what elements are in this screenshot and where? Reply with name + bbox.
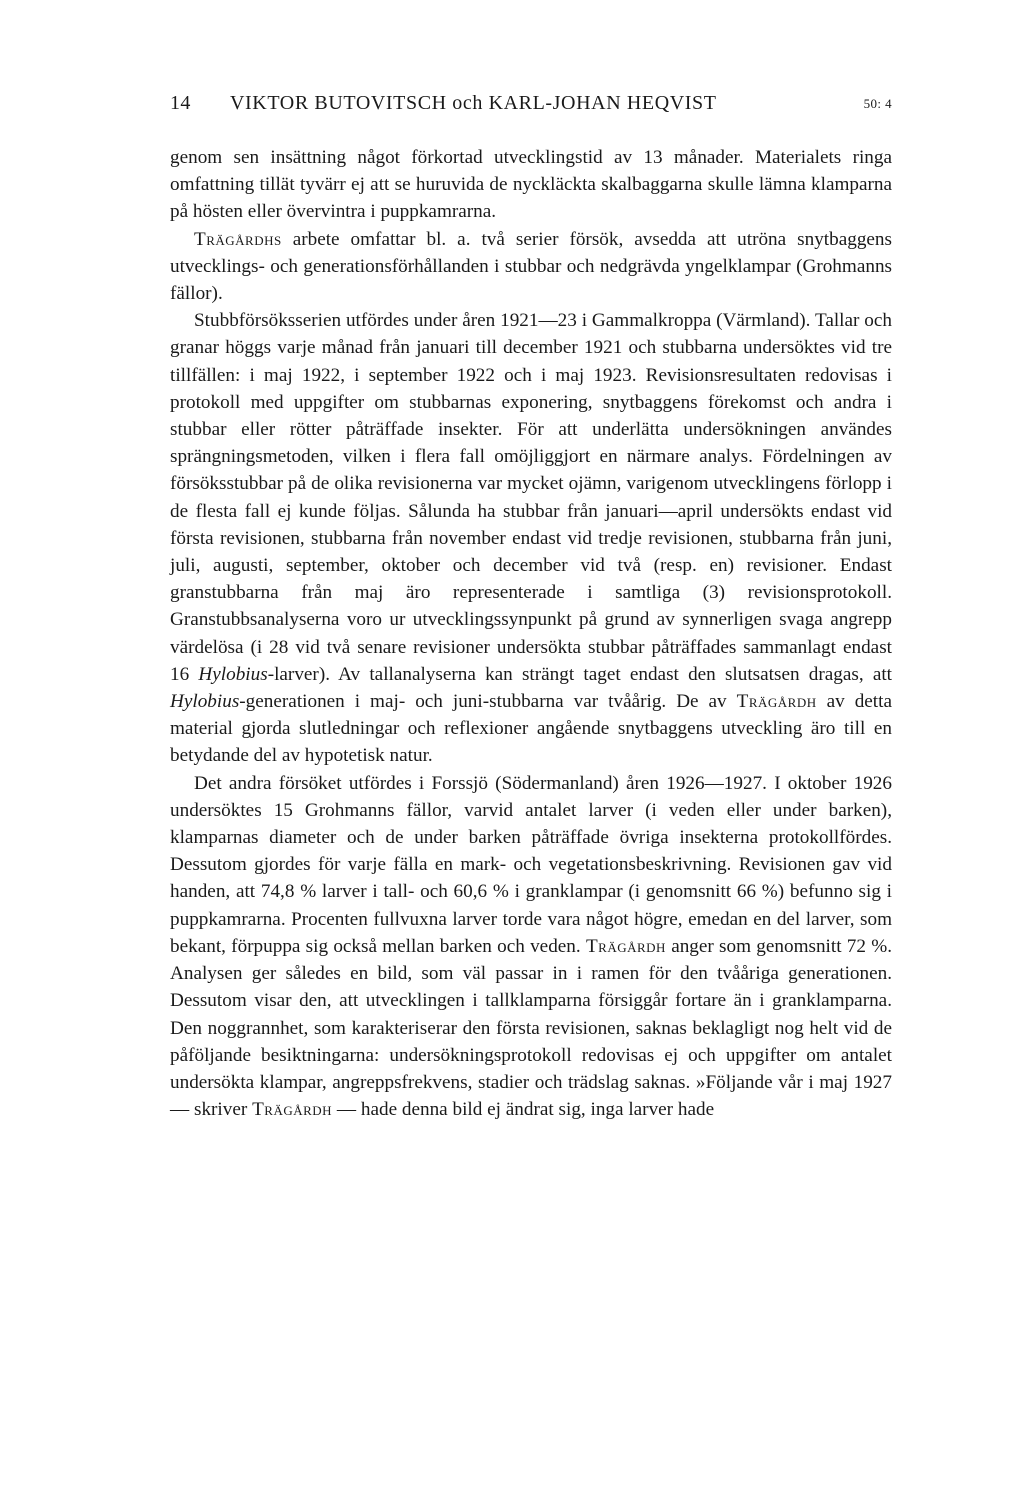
text-run: av detta material gjorda slutledningar och reflexioner angående snytbaggens utveckling äro till en betydande del av hypotetisk natur.: [170, 691, 892, 767]
page-number: 14: [170, 92, 191, 114]
running-head-authors: VIKTOR BUTOVITSCH och KARL-JOHAN HEQVIST: [230, 92, 717, 114]
genus-name-italic: Hylobius: [198, 663, 268, 685]
body-text: [170, 144, 892, 1123]
text-run: arbete omfattar bl. a. två serier försök, avsedda att utröna snytbaggens utvecklings- och generationsförhållanden i stubbar och nedgrävda yngelklampar (Grohmanns fällor).: [170, 228, 892, 305]
page: [170, 92, 892, 1123]
text-run: anger som genomsnitt 72 %. Analysen ger således en bild, som väl passar in i ramen för den tvååriga generationen. Dessutom visar den, att utvecklingen i tallklamparna försiggår fortare än i granklamparna. Den noggrannhet, som karakteriserar den första revisionen, saknas beklagligt nog helt vid de påföljande besiktningarna: undersökningsprotokoll redovisas ej och uppgifter om antalet undersökta klampar, angreppsfrekvens, stadier och trädslag saknas. »Följande vår i maj 1927 — skriver: [170, 935, 892, 1121]
paragraph: [170, 770, 892, 1124]
volume-number: 50: 4: [863, 96, 892, 111]
author-name-smallcaps: Trägårdh: [252, 1099, 333, 1121]
text-run: — hade denna bild ej ändrat sig, inga larver hade: [332, 1099, 715, 1121]
paragraph: [170, 144, 892, 226]
author-name-smallcaps: Trägårdh: [736, 691, 817, 713]
paragraph: [170, 226, 892, 308]
author-name-smallcaps: Trägårdh: [585, 935, 666, 957]
text-run: Stubbförsöksserien utfördes under åren 1921—23 i Gammalkroppa (Värmland). Tallar och granar höggs varje månad från januari till december 1921 och stubbarna undersöktes vid tre tillfällen: i maj 1922, i september 1922 och i maj 1923. Revisionsresultaten redovisas i protokoll med uppgifter om stubbarnas exponering, snytbaggens förekomst och andra i stubbar eller rötter påträffade insekter. För att underlätta undersökningen användes sprängningsmetoden, vilken i flera fall omöjliggjort en närmare analys. Fördelningen av försöksstubbar på de olika revisionerna var mycket ojämn, varigenom utvecklingens förlopp i de flesta fall ej kunde följas. Sålunda ha stubbar från januari—april undersökts endast vid första revisionen, stubbarna från november endast vid tredje revisionen, stubbarna från juni, juli, augusti, september, oktober och december vid två (resp. en) revisioner. Endast granstubbarna från maj äro representerade i samtliga (3) revisionsprotokoll. Granstubbsanalyserna voro ur utvecklingssynpunkt på grund av synnerligen svaga angrepp värdelösa (i 28 vid två senare revisioner undersökta stubbar påträffades sammanlagt endast 16: [170, 310, 892, 685]
text-run: -generationen i maj- och juni-stubbarna var tvåårig. De av: [239, 691, 737, 713]
paragraph: [170, 307, 892, 769]
text-run: -larver). Av tallanalyserna kan strängt taget endast den slutsatsen dragas, att: [267, 663, 893, 685]
genus-name-italic: Hylobius: [170, 691, 240, 713]
text-run: genom sen insättning något förkortad utvecklingstid av 13 månader. Materialets ringa omfattning tillät tyvärr ej att se huruvida de nyckläckta skalbaggarna skulle lämna klamparna på hösten eller övervintra i puppkamrarna.: [170, 147, 892, 223]
author-name-smallcaps: Trägårdhs: [194, 228, 282, 250]
running-head: [170, 92, 892, 126]
text-run: Det andra försöket utfördes i Forssjö (Södermanland) åren 1926—1927. I oktober 1926 undersöktes 15 Grohmanns fällor, varvid antalet larver (i veden eller under barken), klamparnas diameter och de under barken påträffade övriga insekterna protokollfördes. Dessutom gjordes för varje fälla en mark- och vegetationsbeskrivning. Revisionen gav vid handen, att 74,8 % larver i tall- och 60,6 % i granklampar (i genomsnitt 66 %) befunno sig i puppkamrarna. Procenten fullvuxna larver torde vara något högre, emedan en del larver, som bekant, förpuppa sig också mellan barken och veden.: [170, 772, 892, 957]
